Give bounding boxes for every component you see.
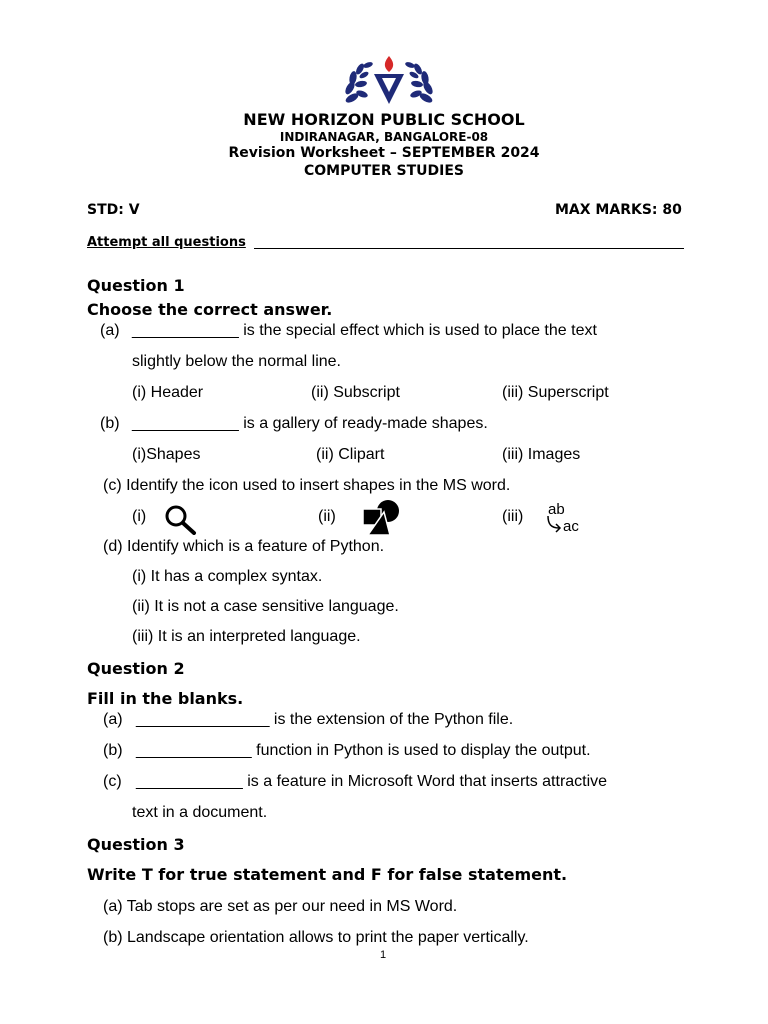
question-3-heading: Write T for true statement and F for false statement. — [87, 865, 568, 884]
q1-d-option-3: (iii) It is an interpreted language. — [132, 628, 361, 645]
q1-c-option-3: (iii) — [502, 508, 524, 525]
q3-a-text: (a) Tab stops are set as per our need in MS Word. — [103, 898, 458, 915]
std-label: STD: V — [87, 202, 140, 218]
q1-d-text: (d) Identify which is a feature of Python. — [103, 538, 385, 555]
q1-b-option-1: (i)Shapes — [132, 446, 201, 463]
replace-arrow-icon — [545, 515, 563, 533]
q2-b-label: (b) — [103, 742, 123, 759]
q1-b-line1: ____________ is a gallery of ready-made shapes. — [132, 415, 488, 432]
school-address: INDIRANAGAR, BANGALORE-08 — [279, 130, 489, 144]
question-1-title: Question 1 — [87, 276, 185, 295]
q1-a-option-1: (i) Header — [132, 384, 204, 401]
instruction: Attempt all questions — [87, 235, 246, 250]
q1-a-option-3: (iii) Superscript — [502, 384, 609, 401]
instruction-rule — [254, 248, 684, 249]
q1-c-text: (c) Identify the icon used to insert shapes in the MS word. — [103, 477, 511, 494]
worksheet-title: Revision Worksheet – SEPTEMBER 2024 — [228, 145, 540, 161]
q1-a-line2: slightly below the normal line. — [132, 353, 341, 370]
q1-a-label: (a) — [100, 322, 120, 339]
q1-c-option-2: (ii) — [318, 508, 336, 525]
q2-a-text: _______________ is the extension of the Python file. — [136, 711, 514, 728]
q1-c-option-1: (i) — [132, 508, 147, 525]
magnifier-icon — [163, 503, 199, 535]
school-name: NEW HORIZON PUBLIC SCHOOL — [243, 110, 525, 129]
q1-a-line1: ____________ is the special effect which is used to place the text — [132, 322, 597, 339]
page-number: 1 — [380, 949, 387, 961]
q1-b-option-3: (iii) Images — [502, 446, 581, 463]
q1-b-label: (b) — [100, 415, 120, 432]
question-2-heading: Fill in the blanks. — [87, 689, 244, 708]
q2-c-text: ____________ is a feature in Microsoft Word that inserts attractive — [136, 773, 608, 790]
q2-c-line2: text in a document. — [132, 804, 268, 821]
question-1-heading: Choose the correct answer. — [87, 300, 333, 319]
q1-a-option-2: (ii) Subscript — [311, 384, 400, 401]
shapes-icon — [360, 498, 402, 536]
q1-d-option-2: (ii) It is not a case sensitive language. — [132, 598, 399, 615]
q1-b-option-2: (ii) Clipart — [316, 446, 385, 463]
q2-c-label: (c) — [103, 773, 122, 790]
q1-d-option-1: (i) It has a complex syntax. — [132, 568, 323, 585]
q2-a-label: (a) — [103, 711, 123, 728]
question-2-title: Question 2 — [87, 659, 185, 678]
replace-icon-bottom-text: ac — [563, 518, 579, 535]
subject-title: COMPUTER STUDIES — [304, 163, 464, 179]
replace-icon — [545, 501, 585, 537]
school-logo — [342, 54, 436, 112]
q2-b-text: _____________ function in Python is used to display the output. — [136, 742, 591, 759]
max-marks: MAX MARKS: 80 — [555, 202, 682, 218]
replace-icon-top-text: ab — [548, 501, 565, 518]
question-3-title: Question 3 — [87, 835, 185, 854]
q3-b-text: (b) Landscape orientation allows to print the paper vertically. — [103, 929, 529, 946]
